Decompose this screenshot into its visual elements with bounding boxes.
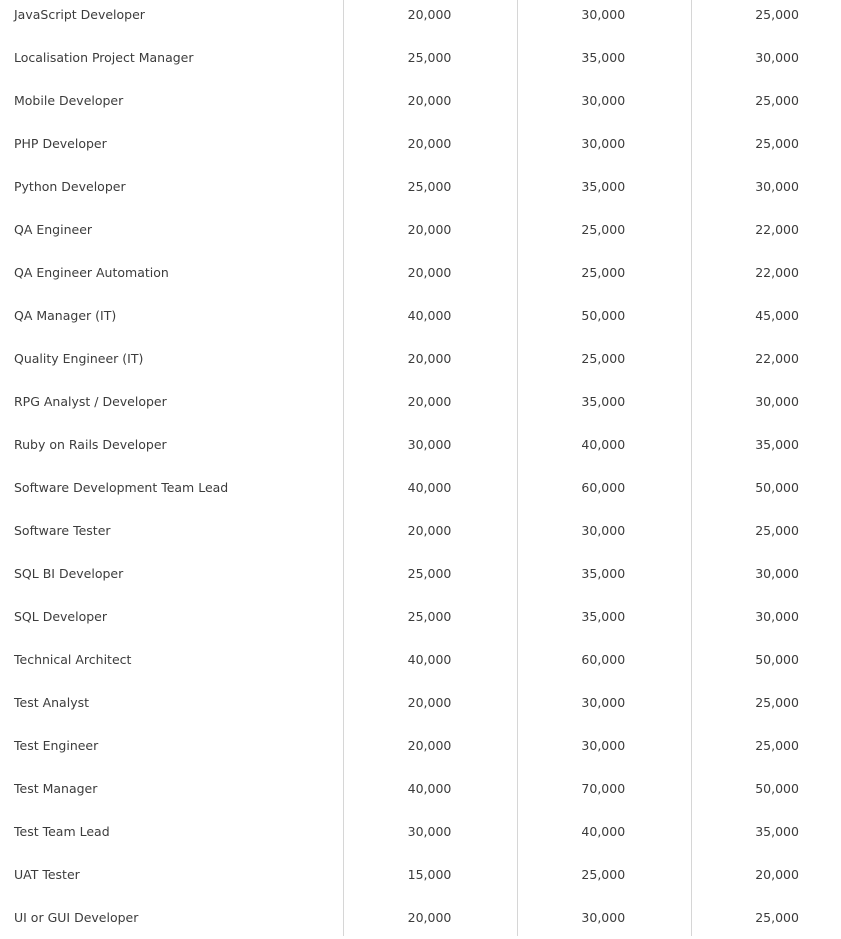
min-salary-cell: 20,000 bbox=[407, 523, 452, 538]
role-cell: SQL Developer bbox=[14, 609, 107, 624]
min-salary-cell: 40,000 bbox=[407, 480, 452, 495]
role-cell: Test Analyst bbox=[14, 695, 90, 710]
table-row bbox=[0, 552, 841, 595]
role-cell: QA Manager (IT) bbox=[14, 308, 117, 323]
min-salary-cell: 20,000 bbox=[407, 265, 452, 280]
max-salary-cell: 25,000 bbox=[581, 351, 626, 366]
role-cell: UI or GUI Developer bbox=[14, 910, 139, 925]
role-cell: Technical Architect bbox=[14, 652, 132, 667]
min-salary-cell: 20,000 bbox=[407, 93, 452, 108]
max-salary-cell: 25,000 bbox=[581, 265, 626, 280]
max-salary-cell: 60,000 bbox=[581, 652, 626, 667]
typical-salary-cell: 25,000 bbox=[755, 136, 799, 151]
min-salary-cell: 20,000 bbox=[407, 910, 452, 925]
typical-salary-cell: 20,000 bbox=[755, 867, 799, 882]
typical-salary-cell: 30,000 bbox=[755, 50, 799, 65]
max-salary-cell: 30,000 bbox=[581, 93, 626, 108]
table-row bbox=[0, 0, 841, 36]
typical-salary-cell: 22,000 bbox=[755, 265, 799, 280]
table-row bbox=[0, 251, 841, 294]
typical-salary-cell: 35,000 bbox=[755, 437, 799, 452]
role-cell: Software Tester bbox=[14, 523, 111, 538]
typical-salary-cell: 50,000 bbox=[755, 480, 799, 495]
min-salary-cell: 30,000 bbox=[407, 824, 452, 839]
min-salary-cell: 20,000 bbox=[407, 394, 452, 409]
role-cell: Mobile Developer bbox=[14, 93, 124, 108]
role-cell: Test Engineer bbox=[14, 738, 99, 753]
role-cell: Test Manager bbox=[14, 781, 98, 796]
role-cell: Localisation Project Manager bbox=[14, 50, 194, 65]
table-row bbox=[0, 165, 841, 208]
max-salary-cell: 40,000 bbox=[581, 437, 626, 452]
role-cell: UAT Tester bbox=[14, 867, 80, 882]
max-salary-cell: 35,000 bbox=[581, 50, 626, 65]
max-salary-cell: 35,000 bbox=[581, 179, 626, 194]
table-row bbox=[0, 79, 841, 122]
min-salary-cell: 20,000 bbox=[407, 136, 452, 151]
role-cell: Ruby on Rails Developer bbox=[14, 437, 167, 452]
table-row bbox=[0, 595, 841, 638]
role-cell: Test Team Lead bbox=[14, 824, 110, 839]
table-row bbox=[0, 337, 841, 380]
max-salary-cell: 25,000 bbox=[581, 222, 626, 237]
typical-salary-cell: 30,000 bbox=[755, 566, 799, 581]
table-row bbox=[0, 208, 841, 251]
table-row bbox=[0, 380, 841, 423]
min-salary-cell: 20,000 bbox=[407, 738, 452, 753]
table-row bbox=[0, 294, 841, 337]
typical-salary-cell: 45,000 bbox=[755, 308, 799, 323]
max-salary-cell: 60,000 bbox=[581, 480, 626, 495]
min-salary-cell: 40,000 bbox=[407, 781, 452, 796]
max-salary-cell: 30,000 bbox=[581, 7, 626, 22]
table-row bbox=[0, 423, 841, 466]
min-salary-cell: 20,000 bbox=[407, 7, 452, 22]
typical-salary-cell: 25,000 bbox=[755, 7, 799, 22]
table-row bbox=[0, 466, 841, 509]
table-row bbox=[0, 681, 841, 724]
min-salary-cell: 20,000 bbox=[407, 695, 452, 710]
typical-salary-cell: 25,000 bbox=[755, 93, 799, 108]
max-salary-cell: 30,000 bbox=[581, 695, 626, 710]
min-salary-cell: 25,000 bbox=[407, 566, 452, 581]
max-salary-cell: 35,000 bbox=[581, 609, 626, 624]
role-cell: Quality Engineer (IT) bbox=[14, 351, 144, 366]
role-cell: Software Development Team Lead bbox=[14, 480, 229, 495]
max-salary-cell: 25,000 bbox=[581, 867, 626, 882]
role-cell: QA Engineer Automation bbox=[14, 265, 169, 280]
typical-salary-cell: 22,000 bbox=[755, 222, 799, 237]
min-salary-cell: 40,000 bbox=[407, 652, 452, 667]
role-cell: SQL BI Developer bbox=[14, 566, 124, 581]
typical-salary-cell: 22,000 bbox=[755, 351, 799, 366]
max-salary-cell: 30,000 bbox=[581, 523, 626, 538]
table-row bbox=[0, 896, 841, 939]
min-salary-cell: 40,000 bbox=[407, 308, 452, 323]
table-row bbox=[0, 810, 841, 853]
typical-salary-cell: 35,000 bbox=[755, 824, 799, 839]
table-row bbox=[0, 853, 841, 896]
max-salary-cell: 70,000 bbox=[581, 781, 626, 796]
typical-salary-cell: 25,000 bbox=[755, 910, 799, 925]
max-salary-cell: 30,000 bbox=[581, 136, 626, 151]
typical-salary-cell: 25,000 bbox=[755, 523, 799, 538]
table-row bbox=[0, 122, 841, 165]
min-salary-cell: 25,000 bbox=[407, 609, 452, 624]
max-salary-cell: 40,000 bbox=[581, 824, 626, 839]
max-salary-cell: 30,000 bbox=[581, 910, 626, 925]
role-cell: JavaScript Developer bbox=[14, 7, 145, 22]
table-row bbox=[0, 767, 841, 810]
typical-salary-cell: 50,000 bbox=[755, 652, 799, 667]
typical-salary-cell: 25,000 bbox=[755, 695, 799, 710]
max-salary-cell: 30,000 bbox=[581, 738, 626, 753]
typical-salary-cell: 30,000 bbox=[755, 609, 799, 624]
min-salary-cell: 20,000 bbox=[407, 222, 452, 237]
table-row bbox=[0, 509, 841, 552]
table-row bbox=[0, 724, 841, 767]
typical-salary-cell: 50,000 bbox=[755, 781, 799, 796]
typical-salary-cell: 25,000 bbox=[755, 738, 799, 753]
max-salary-cell: 35,000 bbox=[581, 566, 626, 581]
min-salary-cell: 30,000 bbox=[407, 437, 452, 452]
table-row bbox=[0, 36, 841, 79]
typical-salary-cell: 30,000 bbox=[755, 394, 799, 409]
role-cell: Python Developer bbox=[14, 179, 126, 194]
typical-salary-cell: 30,000 bbox=[755, 179, 799, 194]
min-salary-cell: 20,000 bbox=[407, 351, 452, 366]
min-salary-cell: 15,000 bbox=[407, 867, 452, 882]
role-cell: RPG Analyst / Developer bbox=[14, 394, 167, 409]
table-row bbox=[0, 638, 841, 681]
max-salary-cell: 35,000 bbox=[581, 394, 626, 409]
role-cell: QA Engineer bbox=[14, 222, 93, 237]
role-cell: PHP Developer bbox=[14, 136, 107, 151]
min-salary-cell: 25,000 bbox=[407, 179, 452, 194]
min-salary-cell: 25,000 bbox=[407, 50, 452, 65]
max-salary-cell: 50,000 bbox=[581, 308, 626, 323]
